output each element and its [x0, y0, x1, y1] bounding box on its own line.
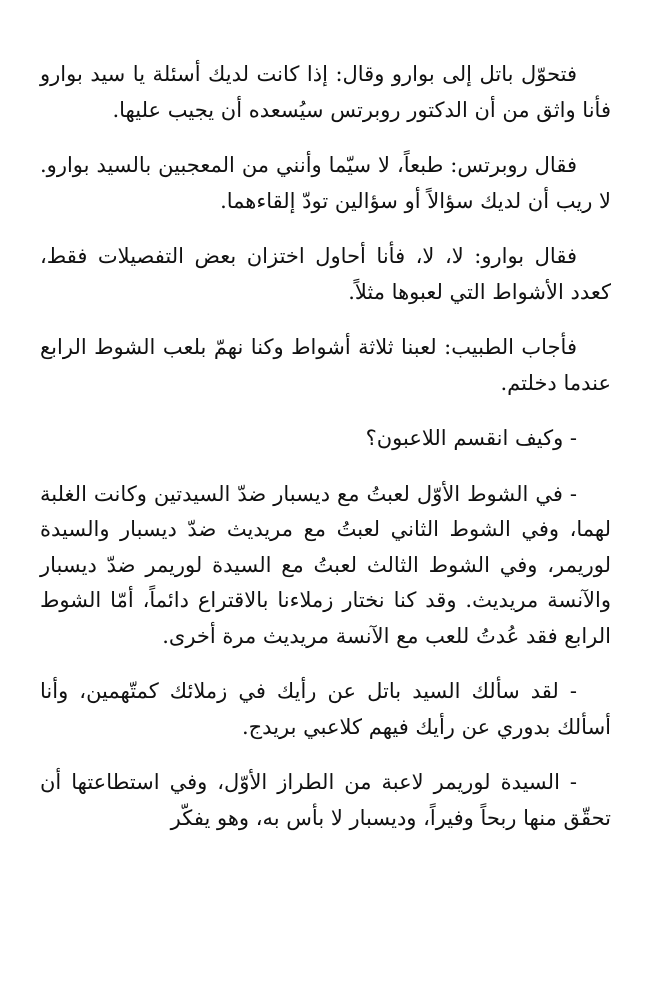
paragraph: فتحوّل باتل إلى بوارو وقال: إذا كانت لديك أسئلة يا سيد بوارو فأنا واثق من أن الدكتور روبرتس سيُسعده أن يجيب عليها.	[40, 62, 611, 122]
paragraph: - لقد سألك السيد باتل عن رأيك في زملائك كمتّهمين، وأنا أسألك بدوري عن رأيك فيهم كلاعبي بريدج.	[40, 679, 611, 739]
paragraph: فقال بوارو: لا، لا، فأنا أحاول اختزان بعض التفصيلات فقط، كعدد الأشواط التي لعبوها مثلاً.	[40, 244, 611, 304]
paragraph: فقال روبرتس: طبعاً، لا سيّما وأنني من المعجبين بالسيد بوارو. لا ريب أن لديك سؤالاً أو سؤالين تودّ إلقاءهما.	[40, 153, 611, 213]
paragraph: فأجاب الطبيب: لعبنا ثلاثة أشواط وكنا نهمّ بلعب الشوط الرابع عندما دخلتم.	[40, 335, 611, 395]
paragraph: - وكيف انقسم اللاعبون؟	[365, 426, 577, 450]
paragraph: - في الشوط الأوّل لعبتُ مع ديسبار ضدّ السيدتين وكانت الغلبة لهما، وفي الشوط الثاني لعبتُ مع مريديث ضدّ ديسبار والسيدة لوريمر، وفي الشوط الثالث لعبتُ مع السيدة لوريمر ضدّ ديسبار والآنسة مريديث. وقد كنا نختار زملاءنا بالاقتراع دائماً، أمّا الشوط الرابع فقد عُدتُ للعب مع الآنسة مريديث مرة أخرى.	[40, 481, 611, 648]
document-body	[40, 57, 611, 836]
paragraph: - السيدة لوريمر لاعبة من الطراز الأوّل، وفي استطاعتها أن تحقّق منها ربحاً وفيراً، وديسبار لا بأس به، وهو يفكّر	[40, 770, 611, 830]
